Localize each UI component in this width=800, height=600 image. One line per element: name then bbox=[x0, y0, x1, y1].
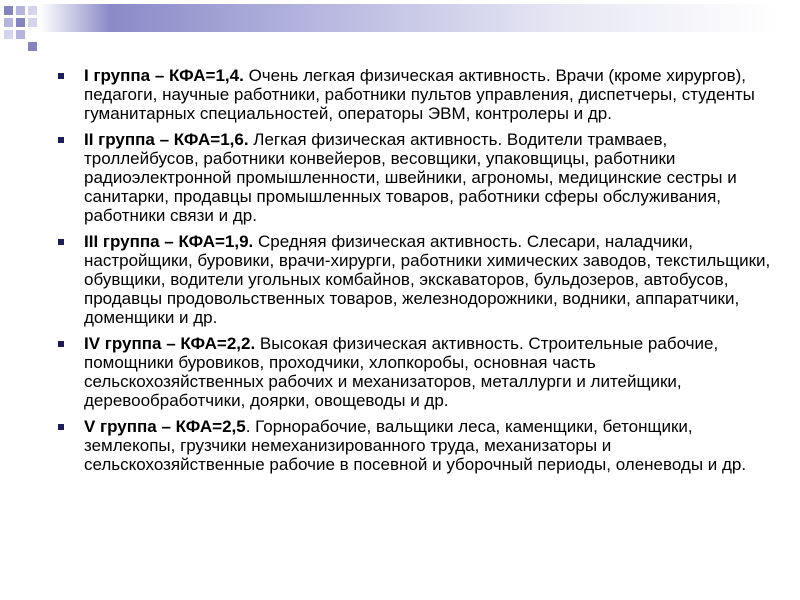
decor-square bbox=[16, 30, 25, 39]
list-item-group-4 bbox=[58, 334, 780, 410]
header-decoration bbox=[0, 0, 800, 60]
group-description: Очень легкая физическая активность. Врачи (кроме хирургов), педагоги, научные работники, работники пультов управления, диспетчеры, студенты гуманитарных специальностей, операторы ЭВМ, контролеры и др. bbox=[84, 66, 755, 123]
bullet-square-icon bbox=[58, 341, 64, 347]
decor-square bbox=[28, 6, 37, 15]
group-heading: IV группа – КФА=2,2. bbox=[84, 334, 256, 353]
list-item-group-3 bbox=[58, 232, 780, 327]
list-item-group-2 bbox=[58, 130, 780, 225]
group-description: Средняя физическая активность. Слесари, наладчики, настройщики, буровики, врачи-хирурги, работники химических заводов, текстильщики, обувщики, водители угольных комбайнов, экскаваторов, бульдозеров, автобусов, продавцы продовольственных товаров, железнодорожники, водники, аппаратчики, доменщики и др. bbox=[84, 232, 771, 327]
bullet-square-icon bbox=[58, 424, 64, 430]
decor-square bbox=[28, 42, 37, 51]
group-heading: I группа – КФА=1,4. bbox=[84, 66, 244, 85]
header-gradient-bar bbox=[0, 4, 800, 32]
group-heading: II группа – КФА=1,6. bbox=[84, 130, 249, 149]
group-description: Высокая физическая активность. Строительные рабочие, помощники буровиков, проходчики, хлопкоробы, основная часть сельскохозяйственных рабочих и механизаторов, металлурги и литейщики, деревообработчики, доярки, овощеводы и др. bbox=[84, 334, 719, 410]
bullet-square-icon bbox=[58, 239, 64, 245]
list-item-group-1 bbox=[58, 66, 780, 123]
group-heading: V группа – КФА=2,5 bbox=[84, 417, 246, 436]
group-description: Легкая физическая активность. Водители трамваев, троллейбусов, работники конвейеров, весовщики, упаковщицы, работники радиоэлектронной промышленности, швейники, агрономы, медицинские сестры и санитарки, продавцы промышленных товаров, работники сферы обслуживания, работники связи и др. bbox=[84, 130, 737, 225]
group-heading: III группа – КФА=1,9. bbox=[84, 232, 254, 251]
bullet-square-icon bbox=[58, 137, 64, 143]
group-description: . Горнорабочие, вальщики леса, каменщики, бетонщики, землекопы, грузчики немеханизированного труда, механизаторы и сельскохозяйственные рабочие в посевной и уборочный периоды, оленеводы и др. bbox=[84, 417, 747, 474]
decor-square bbox=[4, 6, 13, 15]
decor-square bbox=[16, 18, 25, 27]
decor-square bbox=[4, 30, 13, 39]
decor-square bbox=[16, 6, 25, 15]
bullet-square-icon bbox=[58, 73, 64, 79]
list-item-group-5 bbox=[58, 417, 780, 474]
decor-square bbox=[28, 18, 37, 27]
bullet-list bbox=[58, 66, 780, 481]
decor-square bbox=[4, 18, 13, 27]
